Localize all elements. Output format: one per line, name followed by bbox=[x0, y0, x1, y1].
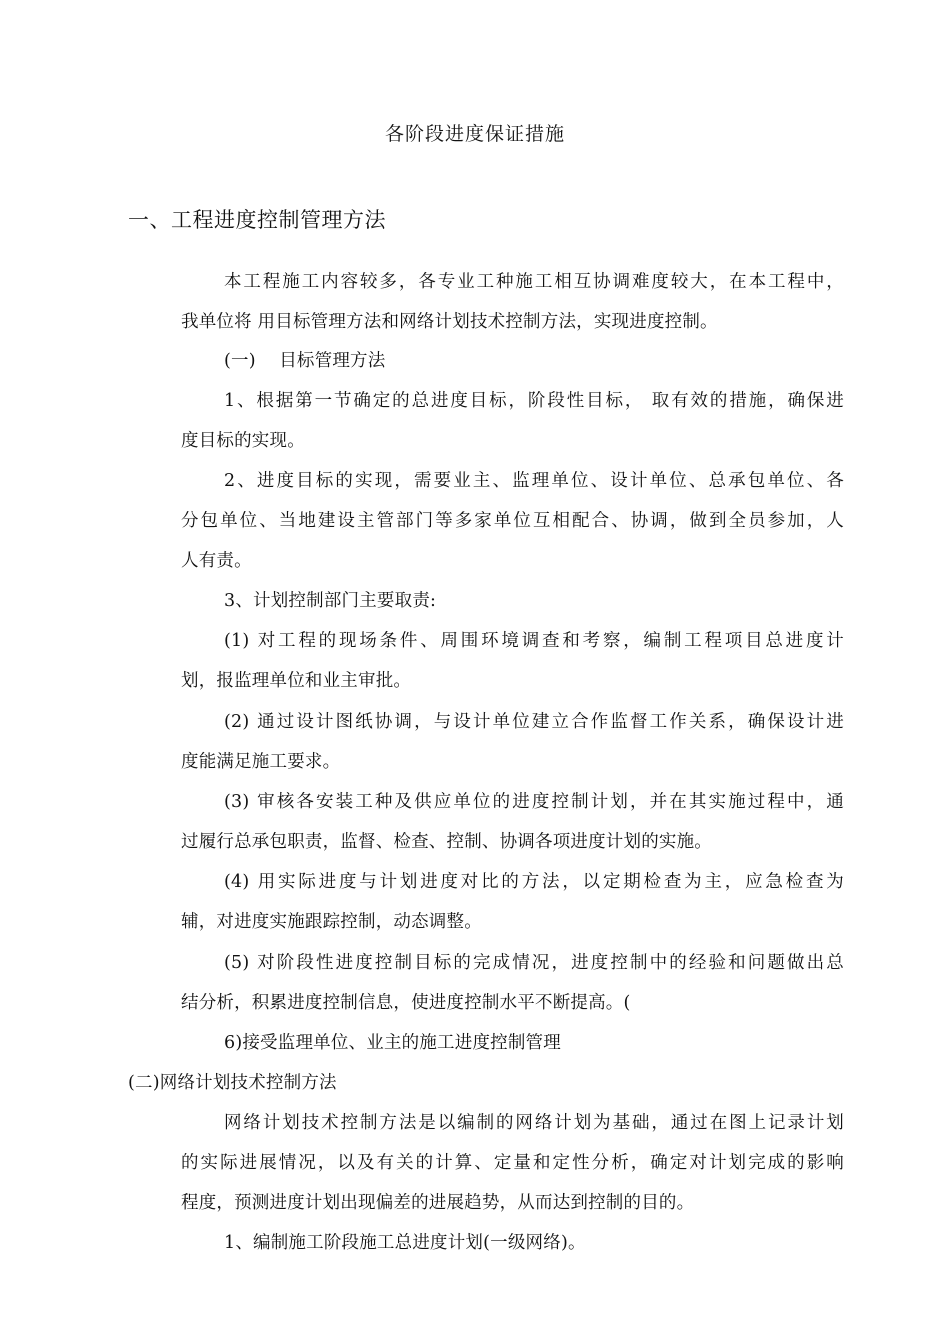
item-6: 6)接受监理单位、业主的施工进度控制管理 bbox=[224, 1033, 561, 1053]
section-heading-1: 一、工程进度控制管理方法 bbox=[128, 208, 386, 232]
sub-item-2-line-1: (2) 通过设计图纸协调，与设计单位建立合作监督工作关系，确保设计进 bbox=[224, 712, 844, 732]
intro-line-2: 我单位将 用目标管理方法和网络计划技术控制方法，实现进度控制。 bbox=[181, 312, 718, 332]
subsection-heading-1: (一) 目标管理方法 bbox=[224, 351, 386, 371]
sub-item-4-line-1: (4) 用实际进度与计划进度对比的方法，以定期检查为主，应急检查为 bbox=[224, 872, 844, 892]
item-2-line-3: 人有责。 bbox=[181, 551, 252, 571]
sub-item-3-line-2: 过履行总承包职责，监督、检查、控制、协调各项进度计划的实施。 bbox=[181, 832, 712, 852]
sub-item-5-line-2: 结分析，积累进度控制信息，使进度控制水平不断提高。( bbox=[181, 993, 631, 1013]
network-item-1: 1、编制施工阶段施工总进度计划(一级网络)。 bbox=[224, 1233, 586, 1253]
subsection-heading-2: (二)网络计划技术控制方法 bbox=[128, 1073, 337, 1093]
item-1-line-2: 度目标的实现。 bbox=[181, 431, 305, 451]
sub-item-2-line-2: 度能满足施工要求。 bbox=[181, 752, 341, 772]
document-title: 各阶段进度保证措施 bbox=[384, 123, 565, 145]
item-2-line-2: 分包单位、当地建设主管部门等多家单位互相配合、协调，做到全员参加，人 bbox=[181, 511, 844, 531]
sub-item-4-line-2: 辅，对进度实施跟踪控制，动态调整。 bbox=[181, 912, 482, 932]
intro-line-1: 本工程施工内容较多，各专业工种施工相互协调难度较大，在本工程中， bbox=[224, 272, 844, 292]
item-3: 3、计划控制部门主要取责: bbox=[224, 591, 437, 611]
network-para-line-1: 网络计划技术控制方法是以编制的网络计划为基础，通过在图上记录计划 bbox=[224, 1113, 844, 1133]
sub-item-3-line-1: (3) 审核各安装工种及供应单位的进度控制计划，并在其实施过程中，通 bbox=[224, 792, 844, 812]
item-2-line-1: 2、进度目标的实现，需要业主、监理单位、设计单位、总承包单位、各 bbox=[224, 471, 844, 491]
sub-item-1-line-1: (1) 对工程的现场条件、周围环境调查和考察，编制工程项目总进度计 bbox=[224, 631, 844, 651]
sub-item-5-line-1: (5) 对阶段性进度控制目标的完成情况，进度控制中的经验和问题做出总 bbox=[224, 953, 844, 973]
sub-item-1-line-2: 划，报监理单位和业主审批。 bbox=[181, 671, 412, 691]
network-para-line-2: 的实际进展情况，以及有关的计算、定量和定性分析，确定对计划完成的影响 bbox=[181, 1153, 844, 1173]
network-para-line-3: 程度，预测进度计划出现偏差的进展趋势，从而达到控制的目的。 bbox=[181, 1193, 695, 1213]
item-1-line-1: 1、根据第一节确定的总进度目标，阶段性目标， 取有效的措施，确保进 bbox=[224, 391, 844, 411]
